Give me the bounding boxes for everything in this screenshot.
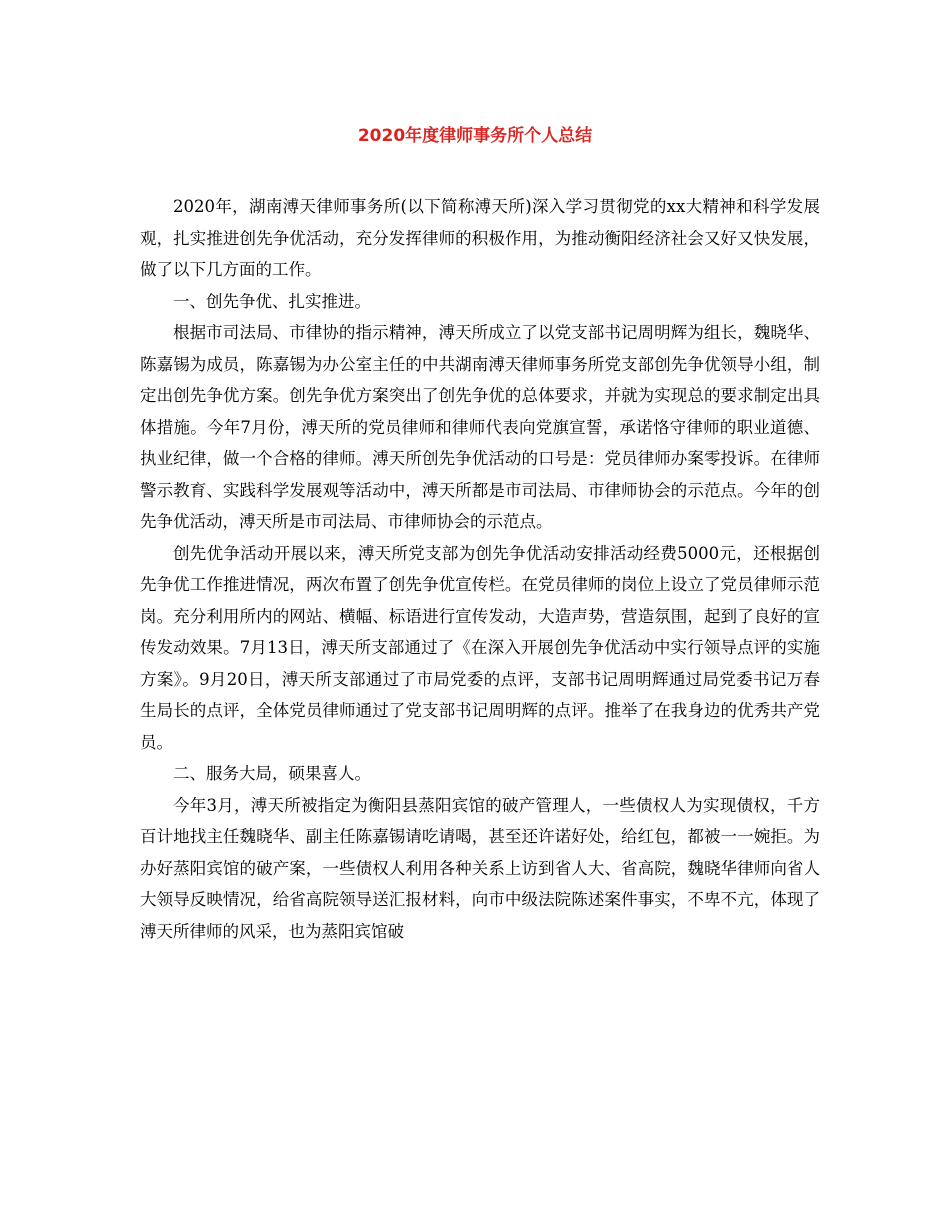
paragraph-section-1-b: 创先优争活动开展以来，溥天所党支部为创先争优活动安排活动经费5000元，还根据创先争优工作推进情况，两次布置了创先争优宣传栏。在党员律师的岗位上设立了党员律师示范岗。充分利用所内的网站、横幅、标语进行宣传发动，大造声势，营造氛围，起到了良好的宣传发动效果。7月13日，溥天所支部通过了《在深入开展创先争优活动中实行领导点评的实施方案》。9月20日，溥天所支部通过了市局党委的点评，支部书记周明辉通过局党委书记万春生局长的点评，全体党员律师通过了党支部书记周明辉的点评。推举了在我身边的优秀共产党员。 <box>140 543 820 752</box>
paragraph-section-2-a: 今年3月，溥天所被指定为衡阳县蒸阳宾馆的破产管理人，一些债权人为实现债权，千方百计地找主任魏晓华、副主任陈嘉锡请吃请喝，甚至还许诺好处，给红包，都被一一婉拒。为办好蒸阳宾馆的破产案，一些债权人利用各种关系上访到省人大、省高院，魏晓华律师向省人大领导反映情况，给省高院领导送汇报材料，向市中级法院陈述案件事实，不卑不亢，体现了溥天所律师的风采，也为蒸阳宾馆破 <box>140 795 820 941</box>
document-body <box>140 191 820 947</box>
paragraph-intro: 2020年，湖南溥天律师事务所(以下简称溥天所)深入学习贯彻党的xx大精神和科学发展观，扎实推进创先争优活动，充分发挥律师的积极作用，为推动衡阳经济社会又好又快发展，做了以下几方面的工作。 <box>140 197 820 279</box>
section-heading-1: 一、创先争优、扎实推进。 <box>173 291 371 311</box>
paragraph-section-1-a: 根据市司法局、市律协的指示精神，溥天所成立了以党支部书记周明辉为组长，魏晓华、陈嘉锡为成员，陈嘉锡为办公室主任的中共湖南溥天律师事务所党支部创先争优领导小组，制定出创先争优方案。创先争优方案突出了创先争优的总体要求，并就为实现总的要求制定出具体措施。今年7月份，溥天所的党员律师和律师代表向党旗宣誓，承诺恪守律师的职业道德、执业纪律，做一个合格的律师。溥天所创先争优活动的口号是：党员律师办案零投诉。在律师警示教育、实践科学发展观等活动中，溥天所都是市司法局、市律师协会的示范点。今年的创先争优活动，溥天所是市司法局、市律师协会的示范点。 <box>140 323 820 531</box>
document-title: 2020年度律师事务所个人总结 <box>357 126 593 146</box>
section-heading-2: 二、服务大局，硕果喜人。 <box>173 764 371 783</box>
